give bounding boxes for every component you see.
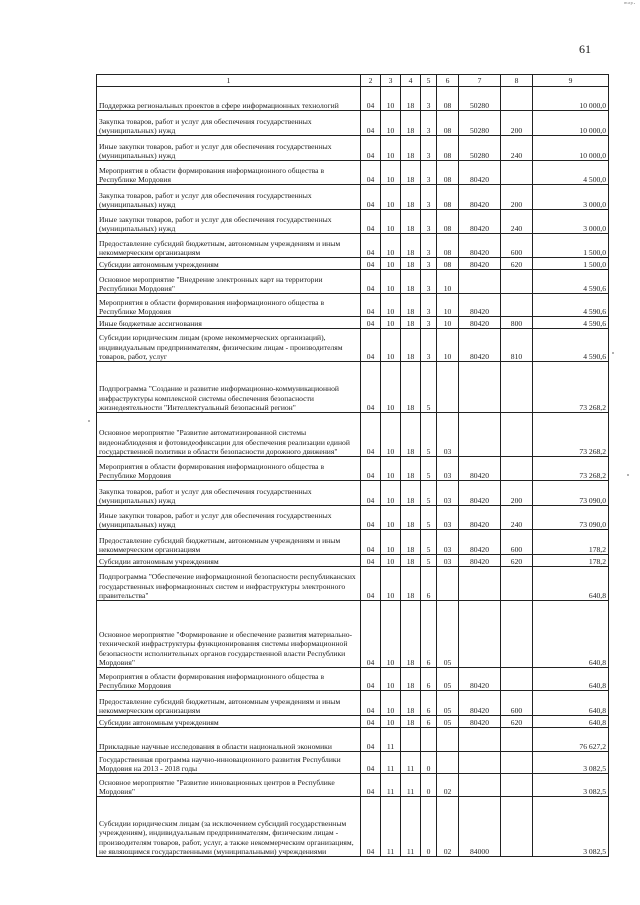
cell-amount: 1 500,0 [533,258,609,270]
cell-expense-type [501,294,533,317]
cell-name: Государственная программа научно-инновационного развития Республики Мордовия на 2013 - 2018 годы [97,752,361,774]
cell-subprogram: 5 [421,506,437,530]
cell-direction: 80420 [459,294,501,317]
cell-name: Иные закупки товаров, работ и услуг для обеспечения государственных (муниципальных) нужд [97,506,361,530]
cell-amount: 1 500,0 [533,234,609,258]
cell-amount: 4 590,6 [533,270,609,294]
cell-program: 18 [401,210,421,234]
table-row [97,457,609,481]
cell-event: 10 [437,294,459,317]
cell-expense-type: 800 [501,317,533,329]
cell-subsection: 10 [381,111,401,136]
cell-subsection: 11 [381,797,401,857]
cell-program: 11 [401,797,421,857]
cell-event [437,362,459,413]
cell-subprogram: 3 [421,234,437,258]
cell-amount: 4 500,0 [533,161,609,185]
cell-event: 05 [437,601,459,668]
cell-direction: 50280 [459,111,501,136]
cell-direction: 80420 [459,716,501,728]
cell-amount: 3 082,5 [533,752,609,774]
cell-section: 04 [361,506,381,530]
cell-expense-type [501,87,533,111]
table-row [97,111,609,136]
cell-section: 04 [361,234,381,258]
cell-program: 18 [401,530,421,555]
cell-subsection: 10 [381,481,401,506]
cell-name: Предоставление субсидий бюджетным, автономным учреждениям и иным некоммерческим организациям [97,691,361,716]
cell-expense-type [501,668,533,691]
cell-subprogram: 5 [421,362,437,413]
cell-section: 04 [361,270,381,294]
table-row [97,530,609,555]
cell-subprogram: 6 [421,691,437,716]
cell-subsection: 10 [381,691,401,716]
cell-subprogram: 6 [421,668,437,691]
cell-subprogram: 3 [421,210,437,234]
cell-event: 02 [437,774,459,797]
cell-subprogram: 6 [421,716,437,728]
cell-section: 04 [361,87,381,111]
cell-program: 18 [401,136,421,161]
scan-corner-mark: ᵐᵃᵖ· [624,0,636,8]
cell-program: 18 [401,555,421,567]
table-row [97,752,609,774]
table-row [97,161,609,185]
cell-amount: 640,8 [533,668,609,691]
cell-name: Мероприятия в области формирования информационного общества в Республике Мордовия [97,457,361,481]
cell-program: 18 [401,294,421,317]
cell-subsection: 10 [381,530,401,555]
cell-subprogram: 3 [421,317,437,329]
cell-amount: 3 082,5 [533,797,609,857]
table-row [97,329,609,362]
cell-expense-type [501,601,533,668]
table-row [97,258,609,270]
cell-direction: 50280 [459,136,501,161]
cell-name: Субсидии юридическим лицам (за исключением субсидий государственным учреждениям), индивидуальным предпринимателям, физическим лицам - производителям товаров, работ, услуг, а также некоммерческим организациям, не являющимся государственными (муниципальными) учреждениями [97,797,361,857]
cell-subsection: 10 [381,294,401,317]
cell-expense-type [501,362,533,413]
cell-amount: 3 000,0 [533,210,609,234]
cell-amount: 76 627,2 [533,728,609,752]
cell-subsection: 11 [381,774,401,797]
cell-expense-type [501,567,533,601]
cell-expense-type: 600 [501,234,533,258]
column-header-7: 7 [459,75,501,87]
cell-direction [459,270,501,294]
table-row [97,362,609,413]
cell-name: Иные закупки товаров, работ и услуг для обеспечения государственных (муниципальных) нужд [97,136,361,161]
cell-section: 04 [361,258,381,270]
cell-event: 03 [437,457,459,481]
table-row [97,797,609,857]
table-body [97,87,609,857]
cell-program: 18 [401,668,421,691]
cell-program: 18 [401,457,421,481]
table-row [97,774,609,797]
column-header-6: 6 [437,75,459,87]
cell-direction: 80420 [459,161,501,185]
cell-amount: 178,2 [533,530,609,555]
cell-subprogram: 0 [421,774,437,797]
cell-name: Прикладные научные исследования в области национальной экономики [97,728,361,752]
cell-program: 18 [401,87,421,111]
cell-subsection: 10 [381,185,401,210]
cell-direction: 80420 [459,210,501,234]
cell-program: 18 [401,716,421,728]
cell-amount: 640,8 [533,567,609,601]
cell-section: 04 [361,185,381,210]
cell-direction: 80420 [459,329,501,362]
cell-subsection: 11 [381,728,401,752]
cell-subprogram: 3 [421,329,437,362]
cell-expense-type: 620 [501,258,533,270]
cell-subprogram: 3 [421,87,437,111]
cell-expense-type: 810 [501,329,533,362]
cell-amount: 3 000,0 [533,185,609,210]
cell-section: 04 [361,567,381,601]
cell-event: 08 [437,87,459,111]
cell-expense-type: 600 [501,530,533,555]
cell-program: 18 [401,506,421,530]
cell-expense-type [501,774,533,797]
cell-name: Подпрограмма "Обеспечение информационной безопасности республиканских государственных информационных систем и инфраструктуры электронного правительства" [97,567,361,601]
table-row [97,317,609,329]
cell-expense-type: 620 [501,555,533,567]
cell-expense-type [501,413,533,457]
cell-subsection: 10 [381,668,401,691]
cell-section: 04 [361,294,381,317]
cell-program: 18 [401,691,421,716]
cell-section: 04 [361,601,381,668]
cell-program [401,728,421,752]
cell-amount: 10 000,0 [533,111,609,136]
cell-name: Иные закупки товаров, работ и услуг для обеспечения государственных (муниципальных) нужд [97,210,361,234]
cell-event: 05 [437,716,459,728]
cell-subsection: 10 [381,210,401,234]
cell-expense-type [501,457,533,481]
cell-direction [459,413,501,457]
column-header-5: 5 [421,75,437,87]
table-row [97,87,609,111]
table-row [97,210,609,234]
cell-event: 05 [437,691,459,716]
cell-event: 10 [437,270,459,294]
cell-subsection: 10 [381,413,401,457]
cell-direction: 80420 [459,506,501,530]
cell-name: Субсидии юридическим лицам (кроме некоммерческих организаций), индивидуальным предпринимателям, физическим лицам - производителям товаров, работ, услуг [97,329,361,362]
cell-name: Субсидии автономным учреждениям [97,716,361,728]
cell-section: 04 [361,362,381,413]
cell-name: Мероприятия в области формирования информационного общества в Республике Мордовия [97,668,361,691]
cell-expense-type: 200 [501,111,533,136]
cell-amount: 10 000,0 [533,136,609,161]
cell-subsection: 10 [381,270,401,294]
cell-subprogram: 5 [421,481,437,506]
table-row [97,234,609,258]
cell-subsection: 10 [381,555,401,567]
cell-amount: 73 268,2 [533,362,609,413]
cell-program: 18 [401,185,421,210]
cell-name: Поддержка региональных проектов в сфере информационных технологий [97,87,361,111]
cell-subsection: 10 [381,136,401,161]
cell-event: 08 [437,111,459,136]
cell-amount: 73 268,2 [533,413,609,457]
cell-direction: 80420 [459,691,501,716]
cell-program: 18 [401,317,421,329]
cell-subprogram: 0 [421,797,437,857]
cell-direction [459,567,501,601]
cell-expense-type: 240 [501,136,533,161]
cell-section: 04 [361,530,381,555]
cell-program: 18 [401,362,421,413]
cell-subsection: 10 [381,362,401,413]
cell-amount: 4 590,6 [533,317,609,329]
cell-event: 03 [437,413,459,457]
cell-amount: 178,2 [533,555,609,567]
cell-subprogram: 3 [421,294,437,317]
cell-event: 08 [437,234,459,258]
cell-subsection: 10 [381,234,401,258]
cell-amount: 640,8 [533,601,609,668]
table-row [97,567,609,601]
cell-expense-type: 200 [501,185,533,210]
cell-subsection: 10 [381,457,401,481]
cell-section: 04 [361,111,381,136]
cell-amount: 4 590,6 [533,329,609,362]
cell-event: 03 [437,555,459,567]
cell-program: 18 [401,161,421,185]
table-row [97,728,609,752]
cell-subsection: 10 [381,716,401,728]
cell-direction [459,774,501,797]
table-row [97,185,609,210]
cell-direction [459,728,501,752]
cell-program: 18 [401,258,421,270]
cell-subsection: 10 [381,329,401,362]
cell-section: 04 [361,691,381,716]
cell-event: 08 [437,185,459,210]
cell-subprogram: 5 [421,457,437,481]
cell-event: 08 [437,136,459,161]
column-header-3: 3 [381,75,401,87]
cell-section: 04 [361,668,381,691]
cell-name: Мероприятия в области формирования информационного общества в Республике Мордовия [97,294,361,317]
cell-section: 04 [361,136,381,161]
cell-section: 04 [361,210,381,234]
cell-direction [459,601,501,668]
cell-section: 04 [361,728,381,752]
scan-speck [88,420,90,422]
cell-subprogram: 3 [421,185,437,210]
cell-subsection: 10 [381,506,401,530]
cell-program: 18 [401,601,421,668]
column-header-9: 9 [533,75,609,87]
cell-name: Мероприятия в области формирования информационного общества в Республике Мордовия [97,161,361,185]
cell-subprogram: 6 [421,567,437,601]
cell-subprogram: 0 [421,752,437,774]
cell-name: Закупка товаров, работ и услуг для обеспечения государственных (муниципальных) нужд [97,481,361,506]
cell-section: 04 [361,161,381,185]
cell-name: Основное мероприятие "Развитие автоматизированной системы видеонаблюдения и фотовидеофиксации для обеспечения реализации единой государственной политики в области безопасности дорожного движения" [97,413,361,457]
column-header-1: 1 [97,75,361,87]
cell-direction: 84000 [459,797,501,857]
cell-subprogram: 3 [421,111,437,136]
cell-subsection: 10 [381,258,401,270]
cell-expense-type: 240 [501,210,533,234]
cell-event: 03 [437,506,459,530]
cell-direction: 80420 [459,234,501,258]
cell-event: 08 [437,210,459,234]
cell-name: Основное мероприятие "Развитие инновационных центров в Республике Мордовия" [97,774,361,797]
cell-direction: 80420 [459,185,501,210]
cell-program: 18 [401,234,421,258]
cell-section: 04 [361,457,381,481]
table-row [97,481,609,506]
cell-amount: 73 090,0 [533,481,609,506]
cell-expense-type: 200 [501,481,533,506]
cell-event: 02 [437,797,459,857]
table-row [97,413,609,457]
cell-event: 10 [437,317,459,329]
column-header-2: 2 [361,75,381,87]
cell-direction: 80420 [459,258,501,270]
cell-event: 10 [437,329,459,362]
table-row [97,136,609,161]
cell-program: 18 [401,567,421,601]
table-row [97,691,609,716]
column-header-8: 8 [501,75,533,87]
cell-direction: 80420 [459,481,501,506]
cell-direction: 80420 [459,555,501,567]
cell-direction: 80420 [459,457,501,481]
table-row [97,716,609,728]
cell-name: Закупка товаров, работ и услуг для обеспечения государственных (муниципальных) нужд [97,111,361,136]
cell-subprogram: 5 [421,555,437,567]
cell-amount: 4 590,6 [533,294,609,317]
cell-section: 04 [361,329,381,362]
cell-subprogram: 3 [421,270,437,294]
cell-amount: 640,8 [533,716,609,728]
cell-event: 08 [437,258,459,270]
cell-subsection: 10 [381,87,401,111]
cell-name: Предоставление субсидий бюджетным, автономным учреждениям и иным некоммерческим организациям [97,530,361,555]
cell-subsection: 11 [381,752,401,774]
cell-event: 08 [437,161,459,185]
cell-subsection: 10 [381,567,401,601]
cell-name: Иные бюджетные ассигнования [97,317,361,329]
cell-section: 04 [361,774,381,797]
cell-amount: 10 000,0 [533,87,609,111]
cell-direction: 50280 [459,87,501,111]
cell-program: 18 [401,111,421,136]
cell-direction: 80420 [459,530,501,555]
cell-subprogram [421,728,437,752]
cell-direction: 80420 [459,668,501,691]
cell-expense-type [501,728,533,752]
column-header-4: 4 [401,75,421,87]
cell-section: 04 [361,797,381,857]
table-row [97,270,609,294]
cell-expense-type: 600 [501,691,533,716]
cell-direction [459,752,501,774]
cell-section: 04 [361,481,381,506]
cell-section: 04 [361,317,381,329]
cell-name: Основное мероприятие "Внедрение электронных карт на территории Республики Мордовия" [97,270,361,294]
table-header-row [97,75,609,87]
cell-name: Субсидии автономным учреждениям [97,258,361,270]
table-row [97,294,609,317]
cell-event [437,567,459,601]
cell-section: 04 [361,413,381,457]
cell-expense-type [501,270,533,294]
table-row [97,601,609,668]
cell-section: 04 [361,716,381,728]
cell-program: 18 [401,413,421,457]
cell-amount: 73 090,0 [533,506,609,530]
cell-subprogram: 5 [421,413,437,457]
cell-subprogram: 3 [421,258,437,270]
cell-program: 18 [401,270,421,294]
cell-event [437,752,459,774]
page-number: 61 [579,42,591,56]
cell-direction: 80420 [459,317,501,329]
cell-name: Закупка товаров, работ и услуг для обеспечения государственных (муниципальных) нужд [97,185,361,210]
cell-amount: 73 268,2 [533,457,609,481]
cell-expense-type [501,797,533,857]
cell-program: 18 [401,481,421,506]
cell-subsection: 10 [381,601,401,668]
cell-name: Предоставление субсидий бюджетным, автономным учреждениям и иным некоммерческим организациям [97,234,361,258]
budget-table [96,74,609,857]
scan-speck [612,352,614,354]
cell-program: 18 [401,329,421,362]
cell-event: 03 [437,481,459,506]
cell-name: Подпрограмма "Создание и развитие информационно-коммуникационной инфраструктуры комплексной системы обеспечения безопасности жизнедеятельности "Интеллектуальный безопасный регион" [97,362,361,413]
cell-subprogram: 3 [421,161,437,185]
cell-event: 05 [437,668,459,691]
cell-amount: 640,8 [533,691,609,716]
cell-name: Основное мероприятие "Формирование и обеспечение развития материально-технической инфраструктуры функционирования системы информационной безопасности исполнительных органов государственной власти Республики Мордовия" [97,601,361,668]
cell-expense-type: 620 [501,716,533,728]
scan-speck [627,474,629,476]
cell-direction [459,362,501,413]
cell-program: 11 [401,752,421,774]
cell-section: 04 [361,752,381,774]
cell-name: Субсидии автономным учреждениям [97,555,361,567]
cell-subsection: 10 [381,161,401,185]
cell-section: 04 [361,555,381,567]
cell-event [437,728,459,752]
cell-expense-type [501,161,533,185]
table-row [97,506,609,530]
cell-subprogram: 5 [421,530,437,555]
table-row [97,555,609,567]
cell-subprogram: 6 [421,601,437,668]
cell-program: 11 [401,774,421,797]
cell-amount: 3 082,5 [533,774,609,797]
cell-event: 03 [437,530,459,555]
cell-subsection: 10 [381,317,401,329]
cell-expense-type: 240 [501,506,533,530]
cell-expense-type [501,752,533,774]
table-row [97,668,609,691]
cell-subprogram: 3 [421,136,437,161]
